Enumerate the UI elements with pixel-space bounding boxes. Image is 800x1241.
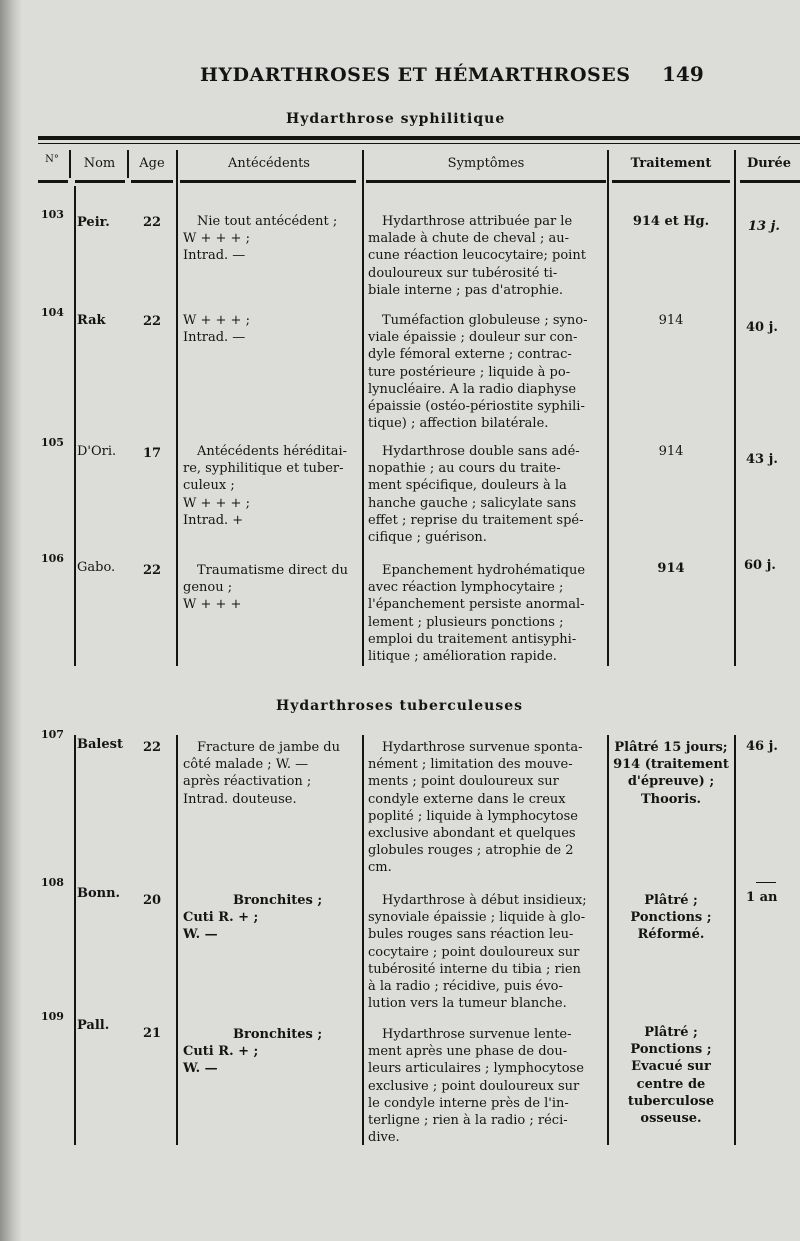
column-divider xyxy=(69,150,71,178)
row-duree: 60 j. xyxy=(744,558,776,573)
column-divider xyxy=(362,735,364,1145)
row-nom: Peir. xyxy=(77,215,110,230)
header-underline xyxy=(38,180,68,183)
row-antecedents: Fracture de jambe du côté malade ; W. — après réactivation ; Intrad. douteuse. xyxy=(183,740,340,807)
col-header-traitement: Traitement xyxy=(630,156,712,171)
column-divider xyxy=(74,186,76,666)
row-antecedents: Bronchites ; Cuti R. + ; W. — xyxy=(183,1027,323,1077)
row-number: 106 xyxy=(41,552,64,565)
page-binding-shadow xyxy=(0,0,22,1241)
row-antecedents: Traumatisme direct du genou ; W + + + xyxy=(183,563,349,613)
table-top-rule-thin xyxy=(38,143,800,144)
running-head: HYDARTHROSES ET HÉMARTHROSES xyxy=(200,64,631,86)
column-divider xyxy=(607,735,609,1145)
row-age: 17 xyxy=(143,446,162,461)
row-antecedents: W + + + ; Intrad. — xyxy=(183,313,250,346)
header-underline xyxy=(612,180,730,183)
column-divider xyxy=(734,150,736,666)
section-title-syphilitique: Hydarthrose syphilitique xyxy=(286,111,506,127)
row-nom: Balest xyxy=(77,737,123,752)
header-underline xyxy=(75,180,125,183)
column-divider xyxy=(176,150,178,666)
row-number: 104 xyxy=(41,306,64,319)
row-duree: 1 an xyxy=(746,890,778,905)
row-traitement: 914 et Hg. xyxy=(632,214,710,229)
section-title-tuberculeuses: Hydarthroses tuberculeuses xyxy=(276,698,523,714)
row-nom: Pall. xyxy=(77,1018,110,1033)
row-symptomes: Hydarthrose à début insidieux; synoviale épaissie ; liquide à glo- bules rouges sans réaction leu- cocytaire ; point douloureux sur tubérosité interne du tibia ; rien à la radio ; récidive, puis évo- lution vers la tumeur blanche. xyxy=(368,893,587,1012)
col-header-duree: Durée xyxy=(746,156,792,171)
duree-dash xyxy=(756,882,776,883)
row-age: 22 xyxy=(143,314,162,329)
col-header-antecedents: Antécédents xyxy=(228,156,310,171)
row-symptomes: Hydarthrose survenue lente- ment après une phase de dou- leurs articulaires ; lymphocytose exclusive ; point douloureux sur le condyle interne près de l'in- terligne ; rien à la radio ; réci- dive. xyxy=(368,1027,584,1146)
row-symptomes: Hydarthrose double sans adé- nopathie ; au cours du traite- ment spécifique, douleurs à la hanche gauche ; salicylate sans effet ; reprise du traitement spé- cifique ; guérison. xyxy=(368,444,584,546)
row-age: 20 xyxy=(143,893,162,908)
header-underline xyxy=(131,180,173,183)
row-nom: Rak xyxy=(77,313,106,328)
header-underline xyxy=(740,180,800,183)
row-antecedents: Bronchites ; Cuti R. + ; W. — xyxy=(183,893,323,943)
row-duree: 46 j. xyxy=(746,739,778,754)
page-number: 149 xyxy=(662,62,704,86)
row-symptomes: Hydarthrose attribuée par le malade à chute de cheval ; au- cune réaction leucocytaire; point douloureux sur tubérosité ti- biale interne ; pas d'atrophie. xyxy=(368,214,586,298)
row-age: 22 xyxy=(143,740,162,755)
column-divider xyxy=(127,150,129,178)
row-nom: Bonn. xyxy=(77,886,121,901)
col-header-symptomes: Symptômes xyxy=(447,156,525,171)
row-duree: 13 j. xyxy=(748,219,780,234)
row-symptomes: Hydarthrose survenue sponta- nément ; limitation des mouve- ments ; point douloureux sur condyle externe dans le creux poplité ; liquide à lymphocytose exclusive abondant et quelques globules rouges ; atrophie de 2 cm. xyxy=(368,740,583,876)
header-underline xyxy=(180,180,356,183)
row-nom: Gabo. xyxy=(77,560,116,575)
column-divider xyxy=(607,150,609,666)
column-divider xyxy=(734,735,736,1145)
row-antecedents: Antécédents héréditai- re, syphilitique et tuber- culeux ; W + + + ; Intrad. + xyxy=(183,444,348,528)
row-nom: D'Ori. xyxy=(77,444,117,459)
row-number: 108 xyxy=(41,876,64,889)
row-number: 103 xyxy=(41,208,64,221)
col-header-age: Age xyxy=(139,156,165,171)
row-number: 105 xyxy=(41,436,64,449)
row-traitement: 914 xyxy=(658,313,684,328)
row-age: 21 xyxy=(143,1026,162,1041)
row-traitement: 914 xyxy=(658,444,684,459)
column-divider xyxy=(74,735,76,1145)
table-top-rule xyxy=(38,136,800,140)
row-traitement: Plâtré 15 jours; 914 (traitement d'épreuve) ; Thooris. xyxy=(613,740,729,807)
row-traitement: Plâtré ; Ponctions ; Réformé. xyxy=(630,893,712,943)
row-symptomes: Epanchement hydrohématique avec réaction lymphocytaire ; l'épanchement persiste anormal- lement ; plusieurs ponctions ; emploi du traitement antisyphi- litique ; amélioration rapide. xyxy=(368,563,586,665)
col-header-num: N° xyxy=(45,154,59,165)
row-duree: 40 j. xyxy=(746,320,778,335)
row-number: 107 xyxy=(41,728,64,741)
row-number: 109 xyxy=(41,1010,64,1023)
row-traitement: Plâtré ; Ponctions ; Evacué sur centre de tuberculose osseuse. xyxy=(627,1025,715,1127)
row-antecedents: Nie tout antécédent ; W + + + ; Intrad. — xyxy=(183,214,338,264)
column-divider xyxy=(362,150,364,666)
row-duree: 43 j. xyxy=(746,452,778,467)
column-divider xyxy=(176,735,178,1145)
row-traitement: 914 xyxy=(657,561,685,576)
row-age: 22 xyxy=(143,563,162,578)
row-age: 22 xyxy=(143,215,162,230)
row-symptomes: Tuméfaction globuleuse ; syno- viale épaissie ; douleur sur con- dyle fémoral externe ; contrac- ture postérieure ; liquide à po- lynucléaire. A la radio diaphyse épaissie (ostéo-périostite syphili- tique) ; affection bilatérale. xyxy=(368,313,588,432)
col-header-nom: Nom xyxy=(83,156,116,171)
header-underline xyxy=(366,180,606,183)
